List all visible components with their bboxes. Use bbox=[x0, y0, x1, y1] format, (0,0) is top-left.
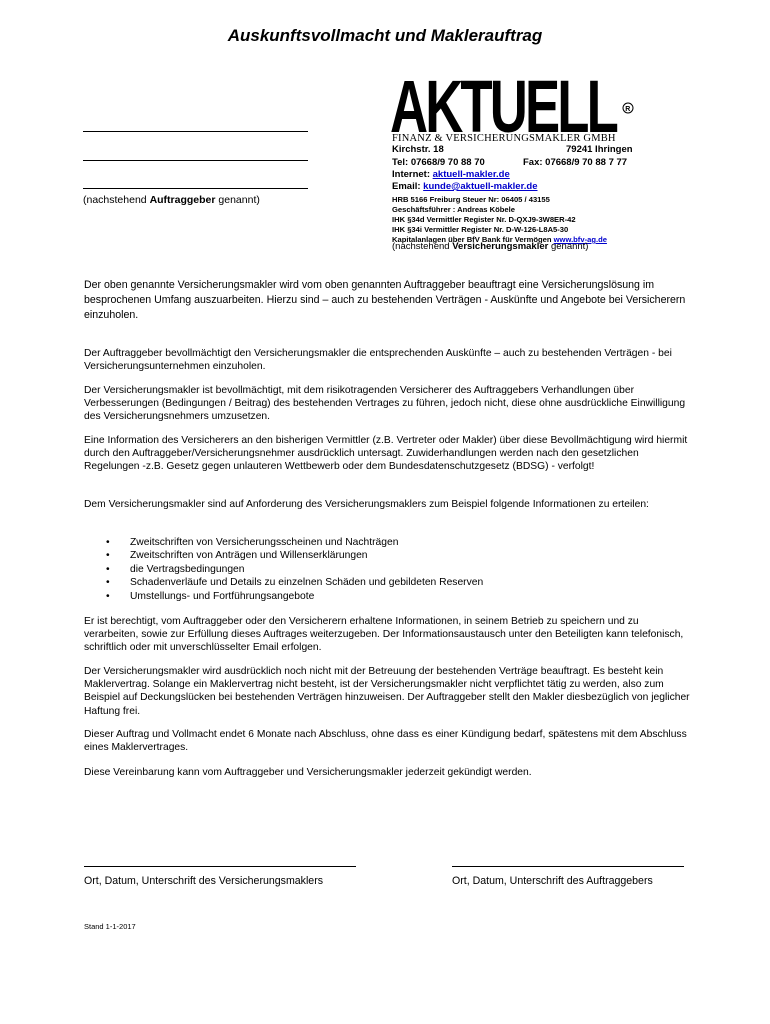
broker-email: Email: kunde@aktuell-makler.de bbox=[392, 181, 538, 192]
broker-phone: Tel: 07668/9 70 88 70 bbox=[392, 157, 485, 168]
logo-tagline: FINANZ & VERSICHERUNGSMAKLER GMBH bbox=[392, 133, 616, 144]
paragraph-authorization: Der Auftraggeber bevollmächtigt den Versicherungsmakler die entsprechenden Auskünfte – auch zu bestehenden Verträgen - bei Versicherungsunternehmen einzuholen. bbox=[84, 348, 672, 373]
client-street-line bbox=[83, 160, 308, 161]
paragraph-intro: Der oben genannte Versicherungsmakler wird vom oben genannten Auftraggeber beauftragt eine Versicherungslösung im besprochenen Umfang auszuarbeiten. Hierzu sind – auch zu bestehenden Verträgen - Auskünfte und Angebote bei Versicherern einzuholen. bbox=[84, 279, 686, 321]
broker-street: Kirchstr. 18 bbox=[392, 144, 444, 155]
client-signature-line bbox=[452, 866, 684, 867]
broker-designation: (nachstehend Versicherungsmakler genannt) bbox=[392, 241, 589, 252]
list-item: • Schadenverläufe und Details zu einzelnen Schäden und gebildeten Reserven bbox=[84, 576, 483, 589]
information-list bbox=[84, 536, 483, 603]
broker-hrb: HRB 5166 Freiburg Steuer Nr: 06405 / 43155 bbox=[392, 195, 550, 204]
svg-text:R: R bbox=[625, 106, 631, 113]
broker-city: 79241 Ihringen bbox=[566, 144, 633, 155]
broker-ceo: Geschäftsführer : Andreas Köbele bbox=[392, 205, 515, 214]
broker-fax: Fax: 07668/9 70 88 7 77 bbox=[523, 157, 628, 168]
document-title: Auskunftsvollmacht und Maklerauftrag bbox=[227, 26, 543, 45]
client-designation: (nachstehend Auftraggeber genannt) bbox=[83, 194, 260, 206]
paragraph-information-request: Dem Versicherungsmakler sind auf Anforderung des Versicherungsmaklers zum Beispiel folgende Informationen zu erteilen: bbox=[84, 499, 649, 510]
paragraph-negotiation: Der Versicherungsmakler ist bevollmächtigt, mit dem risikotragenden Versicherer des Auftraggebers Verhandlungen über Verbesserungen (Bedingungen / Beitrag) des bestehenden Vertrages zu führen, jedoch nicht, diese ohne ausdrückliche Einwilligung des Versicherungsnehmers umzusetzen. bbox=[84, 385, 686, 423]
broker-signature-label: Ort, Datum, Unterschrift des Versicherungsmaklers bbox=[84, 875, 324, 887]
broker-ihk-34d: IHK §34d Vermittler Register Nr. D-QXJ9-3W8ER-42 bbox=[392, 215, 576, 224]
client-name-line bbox=[83, 131, 308, 132]
broker-internet: Internet: aktuell-makler.de bbox=[392, 169, 510, 180]
broker-signature-line bbox=[84, 866, 356, 867]
paragraph-duration: Dieser Auftrag und Vollmacht endet 6 Monate nach Abschluss, ohne dass es einer Kündigung bedarf, spätestens mit dem Abschluss eines Maklervertrages. bbox=[84, 729, 687, 754]
client-city-line bbox=[83, 188, 308, 189]
broker-ihk-34i: IHK §34i Vermittler Register Nr. D-W-126-L8A5-30 bbox=[392, 225, 569, 234]
paragraph-no-contract: Der Versicherungsmakler wird ausdrücklich noch nicht mit der Betreuung der bestehenden Verträge beauftragt. Es besteht kein Maklervertrag. Solange ein Maklervertrag nicht besteht, ist der Versicherungsmakler nicht verpflichtet tätig zu werden, also zum Beispiel auf Deckungslücken bei bestehenden Verträgen hinzuweisen. Der Auftraggeber stellt den Makler diesbezüglich von jeglicher Haftung frei. bbox=[84, 666, 690, 717]
version-stamp: Stand 1-1-2017 bbox=[84, 922, 136, 931]
list-item: • Zweitschriften von Anträgen und Willenserklärungen bbox=[84, 549, 483, 562]
list-item: • Zweitschriften von Versicherungsscheinen und Nachträgen bbox=[84, 536, 483, 549]
aktuell-logo bbox=[388, 64, 638, 142]
broker-bafin: Kapitalanlagen über BfV Bank für Vermögen www.bfv-ag.de bbox=[392, 235, 607, 244]
paragraph-data-processing: Er ist berechtigt, vom Auftraggeber oder den Versicherern erhaltene Informationen, in seinem Betrieb zu speichern und zu verarbeiten, sowie zur Erfüllung dieses Auftrages weiterzugeben. Der Informationsaustausch unter den Beteiligten kann telefonisch, schriftlich oder mit unverschlüsselter Email erfolgen. bbox=[84, 616, 684, 654]
client-signature-label: Ort, Datum, Unterschrift des Auftraggebers bbox=[452, 875, 653, 887]
list-item: • die Vertragsbedingungen bbox=[84, 563, 483, 576]
logo-wordmark: AKTUELL bbox=[390, 65, 618, 142]
email-link[interactable]: kunde@aktuell-makler.de bbox=[423, 181, 538, 192]
paragraph-termination: Diese Vereinbarung kann vom Auftraggeber und Versicherungsmakler jederzeit gekündigt werden. bbox=[84, 767, 532, 778]
list-item: • Umstellungs- und Fortführungsangebote bbox=[84, 590, 483, 603]
bfv-link[interactable]: www.bfv-ag.de bbox=[553, 235, 607, 244]
paragraph-information-ban: Eine Information des Versicherers an den bisherigen Vermittler (z.B. Vertreter oder Makler) über diese Bevollmächtigung wird hiermit durch den Auftraggeber/Versicherungsnehmer ausdrücklich untersagt. Zuwiderhandlungen werden nach den gesetzlichen Regelungen -z.B. Gesetz gegen unlauteren Wettbewerb oder dem Bundesdatenschutzgesetz (BDSG) - verfolgt! bbox=[84, 435, 688, 473]
website-link[interactable]: aktuell-makler.de bbox=[432, 169, 510, 180]
